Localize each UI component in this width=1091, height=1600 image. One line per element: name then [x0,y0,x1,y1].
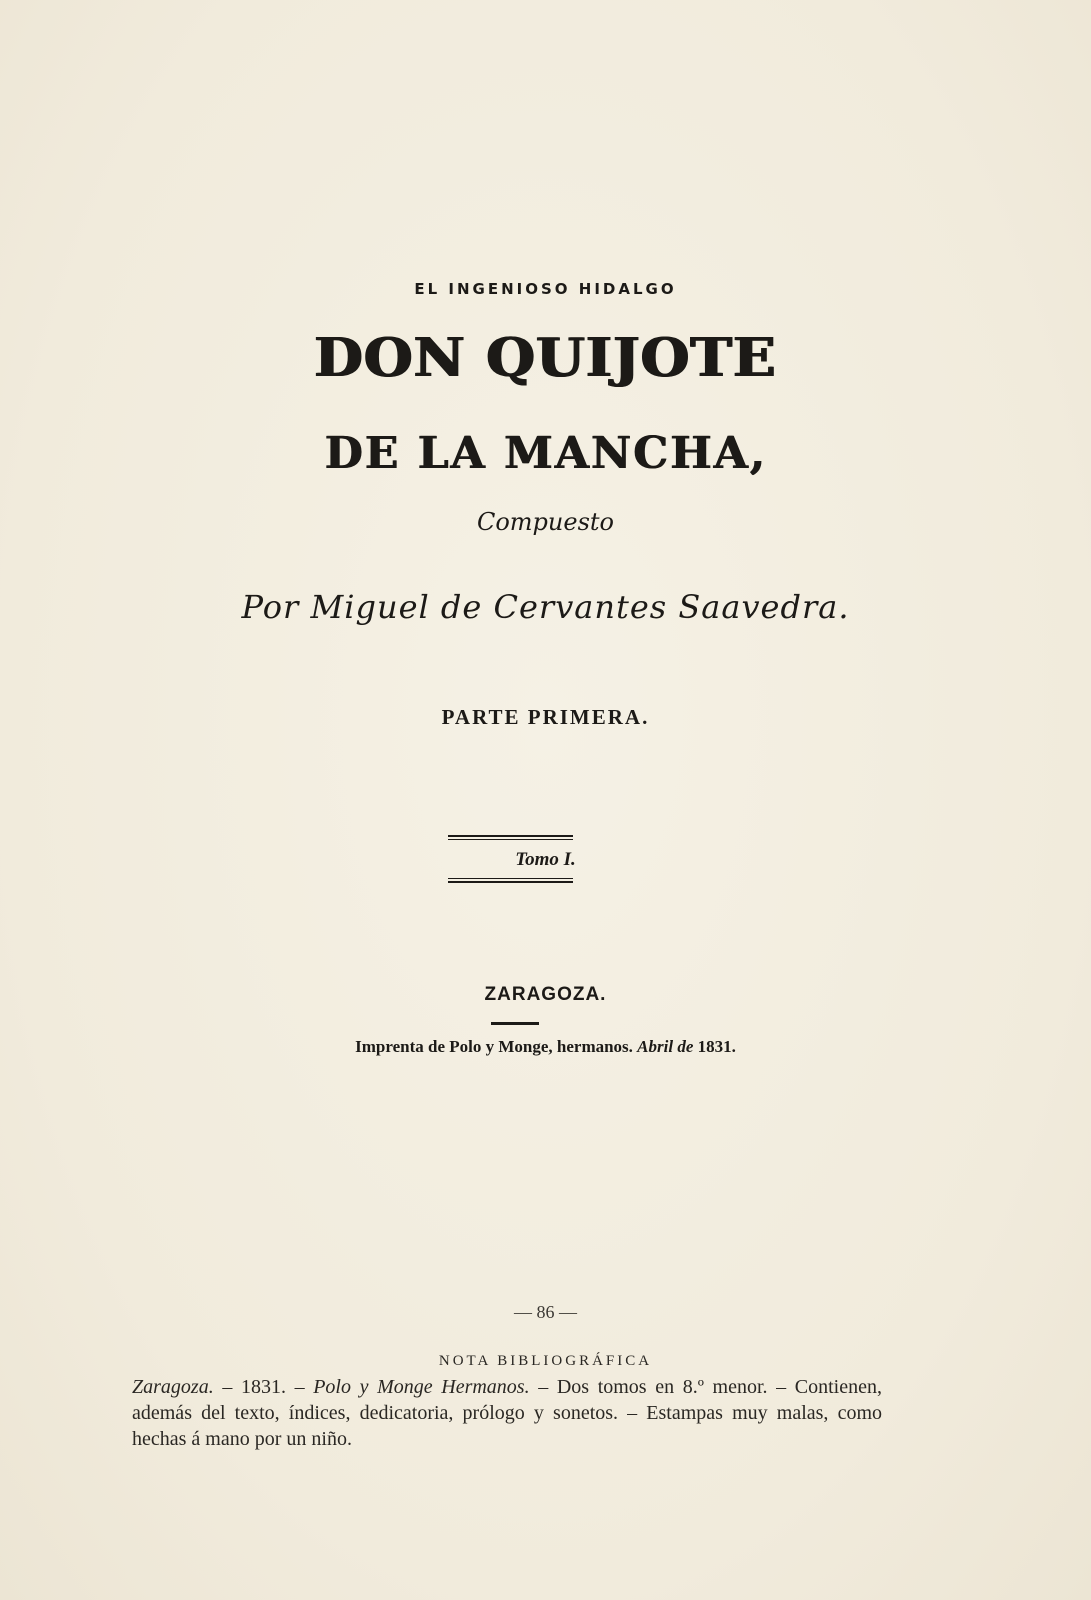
volume-label: Tomo I. [515,849,576,870]
overline-title: EL INGENIOSO HIDALGO [414,280,677,298]
part-label: PARTE PRIMERA. [441,705,650,729]
imprint-printer: Imprenta de Polo y Monge, hermanos. [355,1037,633,1056]
imprint-line [0,1037,1091,1057]
subtitle: DE LA MANCHA, [324,428,767,479]
place-rule [491,1022,539,1025]
imprint-year: 1831. [697,1037,736,1056]
note-place: Zaragoza. [132,1376,214,1398]
author-line: Por Miguel de Cervantes Saavedra. [241,588,850,626]
note-year: – 1831. – [213,1376,314,1398]
note-printers: Polo y Monge Hermanos. [313,1376,530,1398]
imprint-date-label: Abril de [637,1037,694,1056]
main-title: DON QUIJOTE [314,326,777,390]
place-label: ZARAGOZA. [484,984,607,1005]
page-number: — 86 — [514,1302,577,1322]
note-body [132,1374,882,1452]
compuesto-label: Compuesto [476,508,614,536]
note-heading: NOTA BIBLIOGRÁFICA [438,1353,653,1369]
note-text: – Dos tomos en 8.º menor. – Contienen, además del texto, índices, dedicatoria, prólogo y sonetos. – Estampas muy malas, como hechas á mano por un niño. [132,1376,882,1450]
